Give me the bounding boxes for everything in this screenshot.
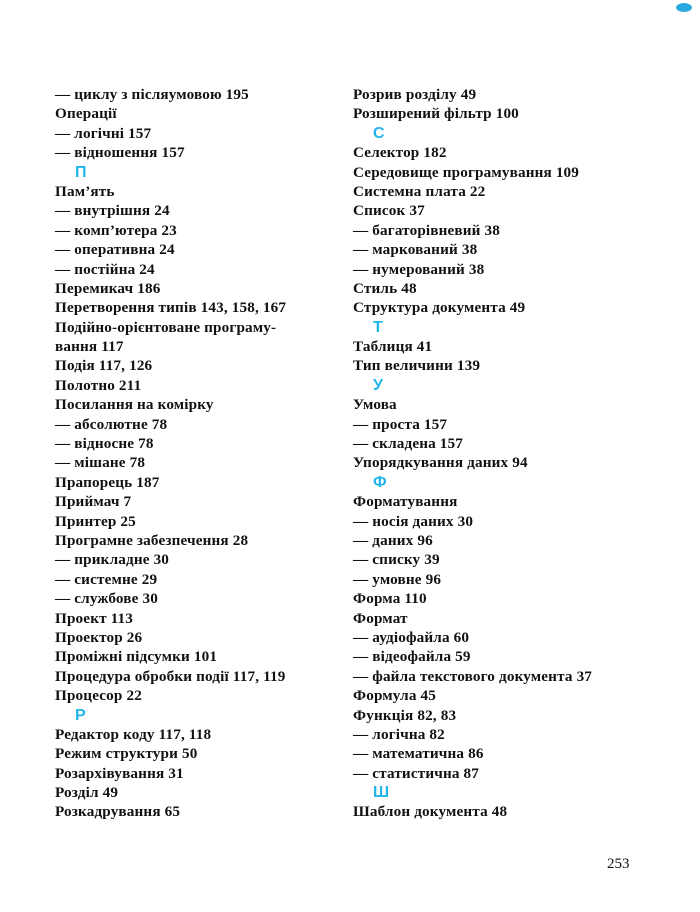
index-entry: — математична 86: [353, 745, 484, 763]
index-entry: — циклу з післяумовою 195: [55, 86, 249, 103]
index-entry: — оперативна 24: [55, 241, 175, 259]
index-entry: Системна плата 22: [353, 182, 486, 200]
index-entry: — логічні 157: [55, 124, 152, 142]
index-entry: Процесор 22: [55, 687, 142, 705]
index-entry: — мішане 78: [55, 454, 146, 472]
index-entry: Розархівування 31: [55, 764, 184, 782]
index-entry: Проект 113: [55, 609, 134, 627]
index-entry: Список 37: [353, 202, 425, 220]
index-column-left: [55, 85, 355, 822]
index-entry: Подія 117, 126: [55, 357, 153, 375]
index-entry: — аудіофайла 60: [353, 628, 470, 646]
index-entry: вання 117: [55, 338, 124, 356]
publisher-logo-icon: [676, 3, 692, 12]
index-entry: Перетворення типів 143, 158, 167: [55, 299, 287, 317]
index-entry: — нумерований 38: [353, 260, 485, 278]
index-entry: Проміжні підсумки 101: [55, 648, 218, 666]
index-entry: — списку 39: [353, 551, 440, 569]
index-entry: — статистична 87: [353, 764, 480, 782]
section-letter-heading: Ф: [373, 473, 387, 491]
section-letter-heading: Т: [373, 318, 383, 336]
index-entry: Структура документа 49: [353, 299, 526, 317]
page-number: 253: [607, 856, 630, 872]
index-entry: Селектор 182: [353, 144, 447, 162]
index-entry: Принтер 25: [55, 512, 136, 530]
index-entry: Середовище програмування 109: [353, 163, 580, 181]
index-entry: Формула 45: [353, 687, 437, 705]
index-entry: — даних 96: [353, 531, 433, 549]
index-entry: — багаторівневий 38: [353, 221, 501, 239]
index-entry: Розрив розділу 49: [353, 86, 477, 103]
index-entry: Полотно 211: [55, 376, 142, 394]
index-entry: — маркований 38: [353, 241, 478, 259]
index-entry: Програмне забезпечення 28: [55, 531, 249, 549]
index-entry: — внутрішня 24: [55, 202, 170, 220]
index-entry: Режим структури 50: [55, 745, 198, 763]
index-entry: — логічна 82: [353, 725, 445, 743]
index-entry: — службове 30: [55, 590, 158, 608]
index-entry: Операції: [55, 105, 117, 123]
index-entry: Перемикач 186: [55, 279, 161, 297]
section-letter-heading: С: [373, 124, 385, 142]
index-entry: Формат: [353, 609, 408, 627]
index-entry: Стиль 48: [353, 279, 417, 297]
index-entry: Розкадрування 65: [55, 803, 181, 821]
index-column-right: [353, 85, 653, 822]
index-entry: Функція 82, 83: [353, 706, 457, 724]
index-entry: — умовне 96: [353, 570, 442, 588]
index-entry: Приймач 7: [55, 493, 132, 511]
index-entry: Прапорець 187: [55, 473, 160, 491]
index-entry: Умова: [353, 396, 397, 414]
index-entry: Форматування: [353, 493, 458, 511]
index-entry: Розширений фільтр 100: [353, 105, 519, 123]
section-letter-heading: У: [373, 376, 383, 394]
index-entry: Процедура обробки події 117, 119: [55, 667, 286, 685]
index-entry: Упорядкування даних 94: [353, 454, 528, 472]
index-entry: Таблиця 41: [353, 338, 433, 356]
index-entry: Тип величини 139: [353, 357, 481, 375]
index-entry: — відеофайла 59: [353, 648, 471, 666]
index-entry: Подійно-орієнтоване програму-: [55, 318, 277, 336]
index-entry: — носія даних 30: [353, 512, 474, 530]
index-entry: — прикладне 30: [55, 551, 170, 569]
index-entry: Пам’ять: [55, 182, 115, 200]
section-letter-heading: П: [75, 163, 87, 181]
index-entry: Проектор 26: [55, 628, 143, 646]
section-letter-heading: Ш: [373, 784, 390, 802]
index-entry: Редактор коду 117, 118: [55, 725, 212, 743]
index-entry: — системне 29: [55, 570, 158, 588]
index-entry: Шаблон документа 48: [353, 803, 508, 821]
index-entry: — відношення 157: [55, 144, 185, 162]
index-entry: — файла текстового документа 37: [353, 667, 593, 685]
index-entry: — складена 157: [353, 435, 464, 453]
index-entry: Посилання на комірку: [55, 396, 214, 414]
section-letter-heading: Р: [75, 706, 86, 724]
index-entry: — постійна 24: [55, 260, 155, 278]
index-entry: — проста 157: [353, 415, 448, 433]
index-entry: Розділ 49: [55, 784, 119, 802]
index-entry: — відносне 78: [55, 435, 154, 453]
index-entry: Форма 110: [353, 590, 427, 608]
index-entry: — абсолютне 78: [55, 415, 168, 433]
index-entry: — комп’ютера 23: [55, 221, 177, 239]
